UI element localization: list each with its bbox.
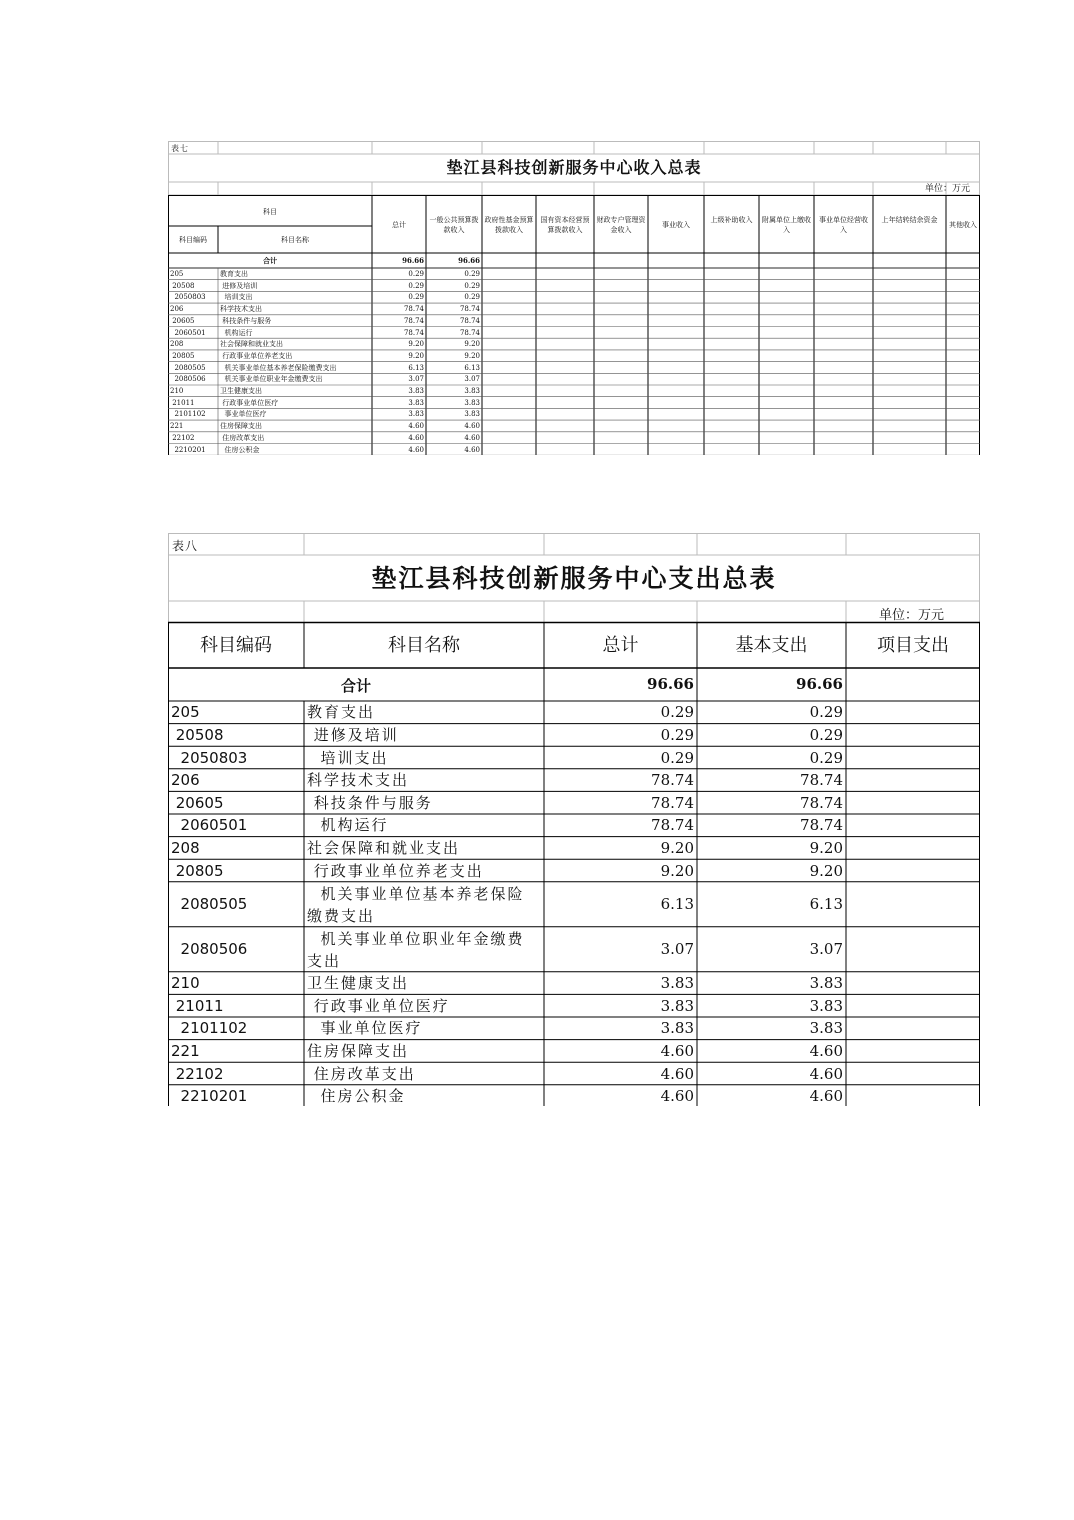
table7-title: 垫江县科技创新服务中心收入总表 — [446, 158, 702, 177]
table8-row-basic: 3.83 — [809, 974, 843, 993]
table8-row-name: 科技条件与服务 — [307, 793, 433, 812]
table8-row-name: 培训支出 — [307, 748, 389, 767]
table7-row-code: 22102 — [170, 433, 195, 442]
table7-row-general: 0.29 — [464, 270, 480, 278]
table7-row-code: 210 — [170, 387, 184, 395]
table8-row-code: 206 — [171, 771, 200, 790]
table8-row-total: 3.07 — [660, 940, 694, 959]
table8-row-total: 4.60 — [660, 1064, 694, 1083]
table7-row-general: 4.60 — [464, 422, 480, 431]
table7-total-label: 合计 — [263, 256, 277, 265]
table8-row-name: 机关事业单位职业年金缴费支出 — [307, 929, 525, 970]
table7-row-general: 3.83 — [464, 387, 480, 395]
table8-row-code: 20605 — [171, 793, 224, 812]
table7-column-header: 国有资本经营预算拨款收入 — [540, 216, 590, 234]
table7-row-general: 4.60 — [464, 433, 480, 442]
table7-row-code: 221 — [170, 422, 184, 431]
table7-column-header: 财政专户管理资金收入 — [596, 216, 646, 234]
table7-row-name: 进修及培训 — [220, 281, 258, 290]
table8-row-total: 0.29 — [660, 703, 694, 722]
table8-row-basic: 9.20 — [809, 861, 843, 880]
income-table-grid — [168, 141, 980, 455]
table8-row-total: 9.20 — [660, 861, 694, 880]
table8-column-header: 科目编码 — [200, 635, 272, 656]
table8-row-code: 20805 — [171, 861, 224, 880]
table7-row-name: 住房保障支出 — [220, 422, 262, 431]
table7-header-subject: 科目 — [263, 208, 277, 216]
table7-row-name: 行政事业单位养老支出 — [220, 351, 293, 360]
table7-row-general: 78.74 — [459, 328, 480, 337]
table8-title: 垫江县科技创新服务中心支出总表 — [371, 564, 777, 593]
table7-column-header: 政府性基金预算拨款收入 — [484, 216, 534, 234]
table7-row-total: 6.13 — [408, 363, 424, 372]
table7-row-general: 3.83 — [464, 410, 480, 419]
table7-row-code: 20805 — [170, 351, 195, 360]
table8-total-label: 合计 — [340, 677, 371, 695]
table7-column-header: 事业收入 — [662, 221, 690, 229]
table7-row-general: 3.07 — [464, 375, 480, 384]
table8-row-total: 78.74 — [651, 816, 694, 835]
table8-row-total: 0.29 — [660, 725, 694, 744]
table7-row-name: 行政事业单位医疗 — [220, 398, 279, 407]
table8-row-name: 机构运行 — [307, 816, 389, 835]
table7-row-total: 78.74 — [403, 305, 424, 314]
table8-row-code: 2050803 — [171, 748, 248, 767]
table7-row-general: 3.83 — [464, 398, 480, 407]
table7-row-name: 社会保障和就业支出 — [220, 340, 283, 349]
table7-row-code: 20508 — [170, 281, 195, 290]
table8-label: 表八 — [172, 539, 199, 553]
table7-row-total: 3.83 — [408, 398, 424, 407]
table7-row-code: 2050803 — [170, 293, 206, 302]
table7-header-code: 科目编码 — [179, 236, 207, 244]
table7-row-total: 3.07 — [408, 375, 424, 384]
table7-row-name: 机构运行 — [220, 328, 253, 337]
table7-row-total: 9.20 — [408, 351, 424, 360]
table8-row-name: 行政事业单位医疗 — [307, 996, 450, 1015]
table7-row-code: 2080506 — [170, 375, 206, 384]
table8-row-basic: 78.74 — [800, 816, 843, 835]
table7-row-total: 78.74 — [403, 316, 424, 325]
table8-row-basic: 3.07 — [809, 940, 843, 959]
table8-row-code: 2210201 — [171, 1087, 248, 1106]
table7-header-name: 科目名称 — [281, 236, 309, 244]
table7-column-header: 总计 — [392, 221, 406, 229]
table7-column-header: 事业单位经营收入 — [819, 216, 868, 234]
table8-row-name: 住房公积金 — [307, 1087, 406, 1106]
table7-row-code: 205 — [170, 270, 184, 278]
table8-row-code: 221 — [171, 1041, 200, 1060]
table8-row-total: 3.83 — [660, 996, 694, 1015]
table7-row-total: 9.20 — [408, 340, 424, 349]
table8-row-basic: 78.74 — [800, 793, 843, 812]
table7-row-code: 208 — [170, 340, 184, 349]
table8-row-total: 3.83 — [660, 1019, 694, 1038]
table8-row-basic: 78.74 — [800, 771, 843, 790]
table8-row-basic: 6.13 — [809, 895, 843, 914]
table8-column-header: 基本支出 — [735, 635, 808, 656]
table7-row-general: 9.20 — [464, 340, 480, 349]
income-summary-table — [168, 141, 980, 455]
table8-row-basic: 4.60 — [809, 1041, 843, 1060]
table7-row-name: 住房公积金 — [220, 445, 260, 454]
table7-row-total: 0.29 — [408, 281, 424, 290]
table7-column-header: 上级补助收入 — [710, 216, 753, 224]
table8-row-code: 2080506 — [171, 940, 248, 959]
table8-row-name: 卫生健康支出 — [307, 974, 410, 993]
table7-column-header: 一般公共预算拨款收入 — [429, 216, 479, 234]
table7-row-general: 78.74 — [459, 305, 480, 314]
table7-row-code: 2101102 — [170, 410, 206, 419]
table8-row-code: 2060501 — [171, 816, 248, 835]
table8-column-header: 总计 — [602, 635, 639, 656]
table7-unit: 单位：万元 — [924, 184, 970, 194]
table7-row-code: 20605 — [170, 316, 195, 325]
table8-row-name: 行政事业单位养老支出 — [307, 861, 484, 880]
table7-row-total: 4.60 — [408, 422, 424, 431]
table7-row-name: 机关事业单位基本养老保险缴费支出 — [220, 363, 337, 372]
table7-row-total: 0.29 — [408, 270, 424, 278]
table7-row-name: 机关事业单位职业年金缴费支出 — [220, 375, 323, 384]
table7-row-name: 住房改革支出 — [220, 433, 265, 442]
table8-row-basic: 3.83 — [809, 996, 843, 1015]
table8-row-total: 0.29 — [660, 748, 694, 767]
table8-unit: 单位：万元 — [878, 608, 944, 623]
table7-row-total: 0.29 — [408, 293, 424, 302]
table8-column-header: 科目名称 — [388, 635, 460, 656]
table8-row-name: 社会保障和就业支出 — [307, 838, 461, 857]
table7-row-code: 2080505 — [170, 363, 206, 372]
table7-row-general: 0.29 — [464, 293, 480, 302]
table7-row-code: 2060501 — [170, 328, 206, 337]
table8-row-basic: 0.29 — [809, 725, 843, 744]
table7-row-code: 2210201 — [170, 445, 206, 454]
table8-row-name: 住房保障支出 — [307, 1041, 410, 1060]
table7-row-total: 4.60 — [408, 445, 424, 454]
table7-total-value: 96.66 — [458, 256, 480, 265]
table7-row-general: 9.20 — [464, 351, 480, 360]
table8-row-code: 2101102 — [171, 1019, 248, 1038]
table7-row-total: 3.83 — [408, 410, 424, 419]
table7-row-name: 培训支出 — [220, 293, 253, 302]
table7-row-name: 科技条件与服务 — [220, 316, 272, 325]
table8-row-basic: 0.29 — [809, 748, 843, 767]
table8-total-basic: 96.66 — [796, 675, 843, 693]
table8-row-code: 210 — [171, 974, 200, 993]
table7-row-code: 21011 — [170, 398, 195, 407]
table8-column-header: 项目支出 — [877, 635, 949, 656]
table8-row-name: 进修及培训 — [307, 725, 399, 744]
table8-row-code: 2080505 — [171, 895, 248, 914]
table7-row-code: 206 — [170, 305, 184, 314]
table8-row-total: 78.74 — [651, 771, 694, 790]
table8-row-code: 21011 — [171, 996, 224, 1015]
table8-row-total: 3.83 — [660, 974, 694, 993]
table7-row-name: 事业单位医疗 — [220, 410, 267, 419]
table7-column-header: 上年结转结余资金 — [881, 216, 938, 224]
table8-row-name: 住房改革支出 — [307, 1064, 416, 1083]
table8-total-value: 96.66 — [647, 675, 694, 693]
table8-row-basic: 4.60 — [809, 1064, 843, 1083]
table7-label: 表七 — [171, 144, 189, 153]
table7-row-name: 科学技术支出 — [220, 305, 262, 314]
table8-row-name: 教育支出 — [307, 703, 376, 722]
table7-row-general: 4.60 — [464, 445, 480, 454]
table8-row-code: 22102 — [171, 1064, 224, 1083]
table8-row-basic: 0.29 — [809, 703, 843, 722]
table7-column-header: 其他收入 — [949, 221, 977, 229]
table8-row-code: 20508 — [171, 725, 224, 744]
table8-row-name: 事业单位医疗 — [307, 1019, 423, 1038]
table8-row-basic: 3.83 — [809, 1019, 843, 1038]
table7-row-total: 4.60 — [408, 433, 424, 442]
table8-row-total: 9.20 — [660, 838, 694, 857]
table8-row-name: 科学技术支出 — [307, 771, 410, 790]
table8-row-total: 6.13 — [660, 895, 694, 914]
table8-row-total: 78.74 — [651, 793, 694, 812]
table7-row-name: 教育支出 — [220, 270, 248, 278]
table8-row-basic: 4.60 — [809, 1087, 843, 1106]
table8-row-basic: 9.20 — [809, 838, 843, 857]
table7-row-general: 78.74 — [459, 316, 480, 325]
table8-row-total: 4.60 — [660, 1041, 694, 1060]
table8-row-total: 4.60 — [660, 1087, 694, 1106]
table8-row-name: 机关事业单位基本养老保险缴费支出 — [307, 884, 525, 925]
table8-row-code: 208 — [171, 838, 200, 857]
table7-column-header: 附属单位上缴收入 — [762, 216, 811, 234]
table7-row-name: 卫生健康支出 — [220, 387, 262, 395]
table7-row-general: 0.29 — [464, 281, 480, 290]
table7-row-general: 6.13 — [464, 363, 480, 372]
table7-row-total: 78.74 — [403, 328, 424, 337]
table7-total-value: 96.66 — [402, 256, 424, 265]
expenditure-summary-table — [168, 533, 980, 1106]
table8-row-code: 205 — [171, 703, 200, 722]
table7-row-total: 3.83 — [408, 387, 424, 395]
